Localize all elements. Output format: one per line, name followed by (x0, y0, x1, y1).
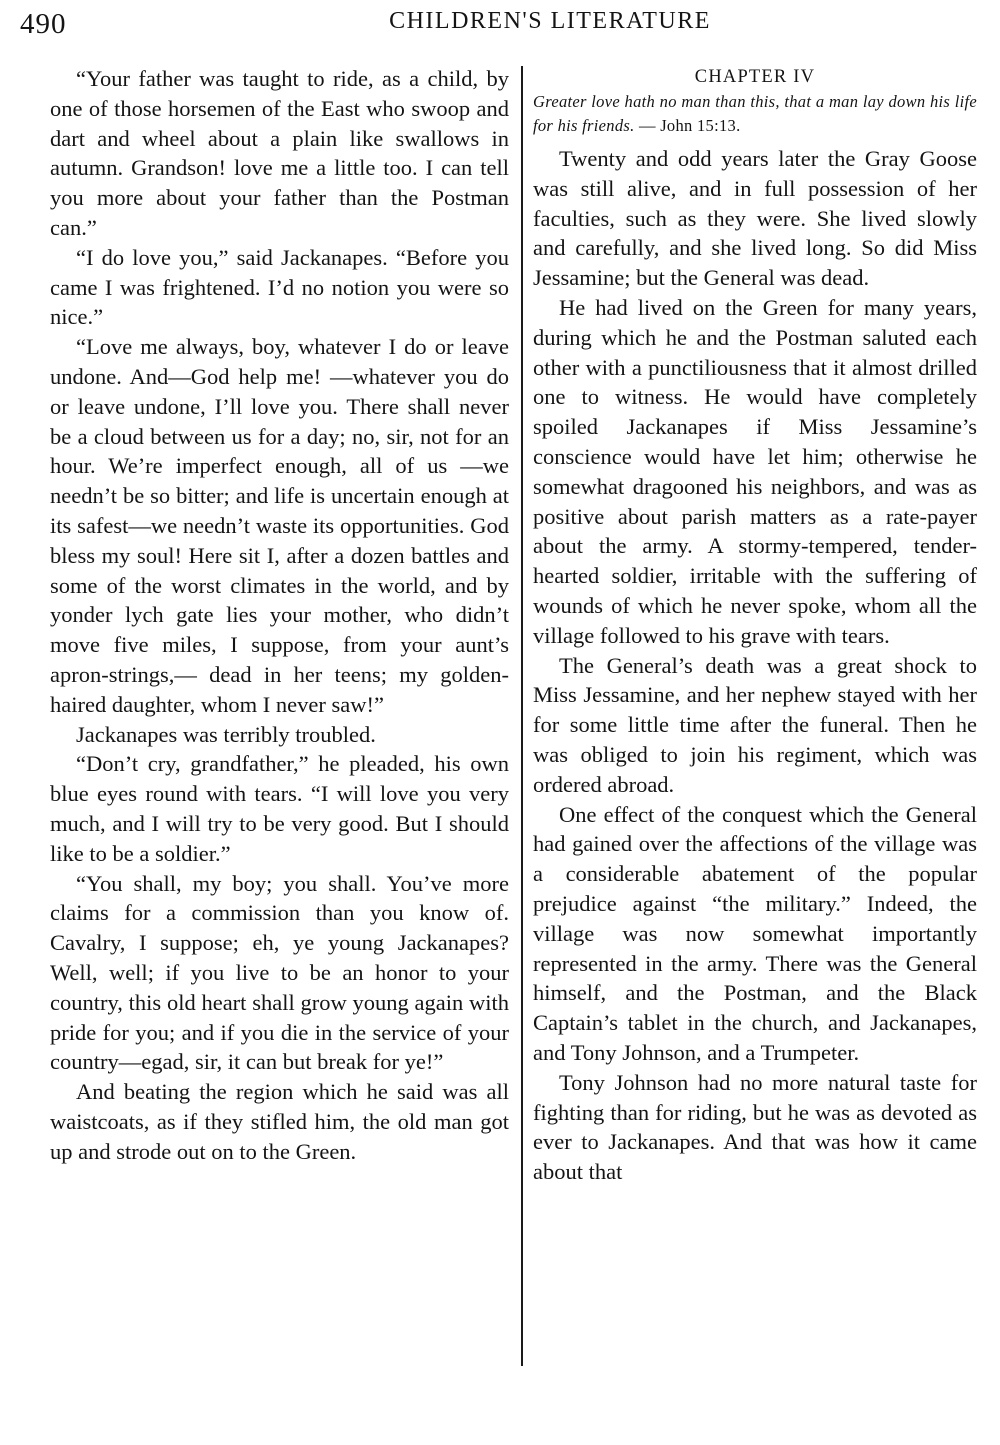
epigraph-source: — John 15:13. (638, 116, 741, 135)
paragraph: Twenty and odd years later the Gray Goose was still alive, and in full possession of her faculties, such as they were. She lived slowly and carefully, and she lived long. So did Miss Jessamine; but the General was dead. (533, 146, 977, 291)
column-divider (521, 66, 523, 1366)
paragraph: The General’s death was a great shock to Miss Jessamine, and her nephew stayed with her for some little time after the funeral. Then he was obliged to join his regiment, which was ordered abroad. (533, 652, 977, 797)
paragraph: “Your father was taught to ride, as a child, by one of those horsemen of the East who swoop and dart and wheel about a plain like swallows in autumn. Grandson! love me a little too. I can tell you more about your father than the Postman can.” (50, 66, 509, 240)
paragraph: “Don’t cry, grandfather,” he pleaded, his own blue eyes round with tears. “I will love you very much, and I will try to be very good. But I should like to be a soldier.” (50, 751, 509, 866)
paragraph: Tony Johnson had no more natural taste for fighting than for riding, but he was as devoted as ever to Jackanapes. And that was how it came about that (533, 1069, 977, 1185)
right-column (533, 64, 977, 1187)
epigraph-text: Greater love hath no man than this, that a man lay down his life for his friends. (533, 92, 977, 135)
left-column (50, 64, 509, 1166)
paragraph: Jackanapes was terribly troubled. (76, 721, 376, 747)
paragraph: He had lived on the Green for many years, during which he and the Postman saluted each other with a punctiliousness that it almost drilled one to witness. He would have completely spoiled Jackanapes if Miss Jessamine’s conscience would have let him; otherwise he somewhat dragooned his neighbors, and was as positive about parish matters as a rate-payer about the army. A stormy-tempered, tender-hearted soldier, irritable with the suffering of wounds of which he never spoke, whom all the village followed to his grave with tears. (533, 294, 977, 648)
paragraph: “You shall, my boy; you shall. You’ve more claims for a commission than you know of. Cavalry, I suppose; eh, ye young Jackanapes? Well, well; if you live to be an honor to your country, this old heart shall grow young again with pride for you; and if you die in the service of your country—egad, sir, it can but break for ye!” (50, 870, 509, 1075)
running-title: CHILDREN'S LITERATURE (389, 8, 711, 34)
epigraph (533, 90, 977, 138)
paragraph: “I do love you,” said Jackanapes. “Before you came I was frightened. I’d no notion you were so nice.” (50, 244, 509, 330)
chapter-heading: CHAPTER IV (694, 67, 816, 87)
page-number: 490 (20, 8, 67, 40)
paragraph: “Love me always, boy, whatever I do or leave undone. And—God help me! —whatever you do or leave undone, I’ll love you. There shall never be a cloud between us for a day; no, sir, not for an hour. We’re imperfect enough, all of us —we needn’t be so bitter; and life is uncertain enough at its safest—we needn’t waste its opportunities. God bless my soul! Here sit I, after a dozen battles and some of the worst climates in the world, and by yonder lych gate lies your mother, who didn’t move five miles, I suppose, from your aunt’s apron-strings,— dead in her teens; my golden-haired daughter, whom I never saw!” (50, 334, 509, 717)
paragraph: And beating the region which he said was all waistcoats, as if they stifled him, the old man got up and strode out on to the Green. (50, 1079, 509, 1164)
paragraph: One effect of the conquest which the General had gained over the affections of the village was a considerable abatement of the popular prejudice against “the military.” Indeed, the village was now somewhat importantly represented in the army. There was the General himself, and the Postman, and the Black Captain’s tablet in the church, and Jackanapes, and Tony Johnson, and a Trumpeter. (533, 801, 977, 1065)
